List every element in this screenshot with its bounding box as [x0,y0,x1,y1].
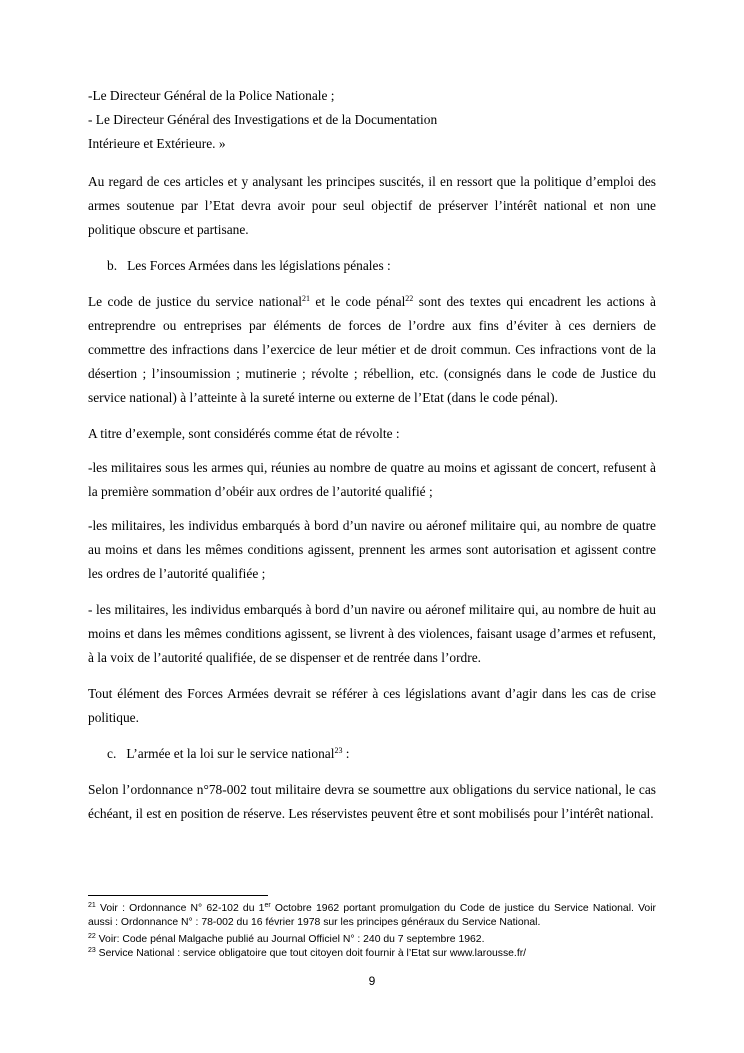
footnote-23 [88,947,656,961]
list-item-revolte-2: -les militaires, les individus embarqués à bord d’un navire ou aéronef militaire qui, au nombre de quatre au moins et dans les mêmes conditions agissent, prennent les armes sont autorisation et agissent contre les ordres de l’autorité qualifiée ; [88,518,656,581]
code-text-part2: et le code pénal [309,294,406,309]
footnote-ref-21[interactable]: 21 [301,294,310,303]
heading-b-text: Les Forces Armées dans les législations pénales : [127,258,391,273]
intro-line-documentation: Intérieure et Extérieure. » [88,136,226,151]
list-item-revolte-1: -les militaires sous les armes qui, réunies au nombre de quatre au moins et agissant de concert, refusent à la première sommation d’obéir aux ordres de l’autorité qualifié ; [88,460,656,499]
footnote-21-ordinal: er [264,902,271,909]
footnote-21-part1: Voir : Ordonnance N° 62-102 du 1 [95,903,265,914]
code-text-part1: Le code de justice du service national [88,294,302,309]
paragraph-tout: Tout élément des Forces Armées devrait se référer à ces législations avant d’agir dans les cas de crise politique. [88,686,656,725]
footnote-23-number: 23 [88,947,96,954]
paragraph-code [88,290,656,410]
section-heading-c [107,742,350,766]
footnote-separator [88,895,268,896]
heading-c-suffix: : [342,746,350,761]
page-number: 9 [368,974,376,988]
paragraph-exemple: A titre d’exemple, sont considérés comme état de révolte : [88,426,400,441]
heading-b-marker: b. [107,258,118,273]
intro-block [88,84,656,156]
footnote-ref-23[interactable]: 23 [334,746,343,755]
intro-line-investigations: - Le Directeur Général des Investigations et de la Documentation [88,112,438,127]
footnote-23-text: Service National : service obligatoire que tout citoyen doit fournir à l’Etat sur www.larousse.fr/ [95,948,527,959]
footnote-21 [88,902,656,930]
footnote-21-part2: Octobre 1962 portant promulgation du Code de justice du Service National. Voir aussi : Ordonnance N° : 78-002 du 16 février 1978 sur les principes généraux du Service National. [88,903,656,928]
list-item-revolte-3: - les militaires, les individus embarqués à bord d’un navire ou aéronef militaire qui, au nombre de huit au moins et dans les mêmes conditions agissent, se livrent à des violences, faisant usage d’armes et refusent, à la voix de l’autorité qualifiée, de se dispenser et de rentrée dans l’ordre. [88,602,656,665]
heading-c-text: L’armée et la loi sur le service national [126,746,335,761]
footnote-ref-22[interactable]: 22 [405,294,414,303]
intro-line-police: -Le Directeur Général de la Police Nationale ; [88,88,335,103]
section-heading-b [107,254,391,278]
paragraph-selon: Selon l’ordonnance n°78-002 tout militaire devra se soumettre aux obligations du service national, le cas échéant, il est en position de réserve. Les réservistes peuvent être et sont mobilisés pour l’intérêt national. [88,782,656,821]
heading-c-marker: c. [107,746,117,761]
paragraph-regard: Au regard de ces articles et y analysant les principes suscités, il en ressort que la politique d’emploi des armes soutenue par l’Etat devra avoir pour seul objectif de préserver l’intérêt national et non une politique obscure et partisane. [88,174,656,237]
code-text-part3: sont des textes qui encadrent les actions à entreprendre ou entreprises par éléments de forces de l’ordre aux fins d’éviter à ces derniers de commettre des infractions dans l’exercice de leur métier et de droit commun. Ces infractions vont de la désertion ; l’insoumission ; mutinerie ; révolte ; rébellion, etc. (consignés dans le code de Justice du service national) à l’atteinte à la sureté interne ou externe de l’Etat (dans le code pénal). [88,294,656,405]
footnote-22 [88,933,656,947]
footnote-21-number: 21 [88,902,96,909]
footnote-22-number: 22 [88,933,96,940]
footnote-22-text: Voir: Code pénal Malgache publié au Journal Officiel N° : 240 du 7 septembre 1962. [95,934,485,945]
